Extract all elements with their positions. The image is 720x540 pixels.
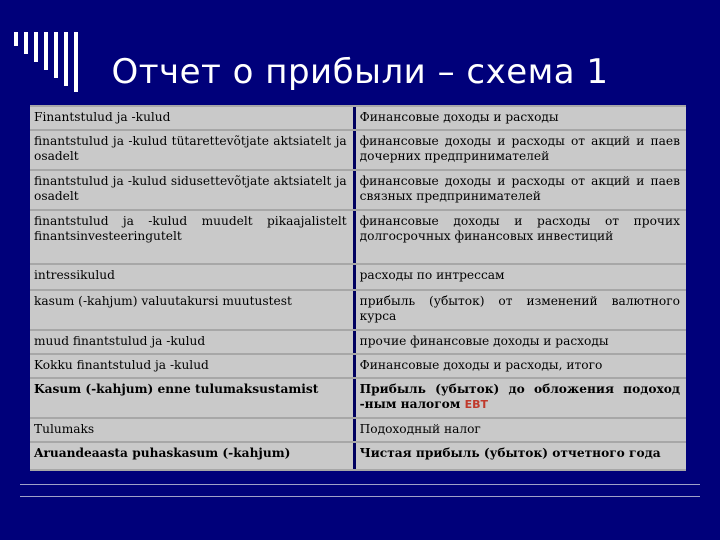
- russian-cell: финансовые доходы и расходы от акций и паев дочерних предпринимателей: [356, 131, 686, 169]
- slide-title: Отчет о прибыли – схема 1: [111, 52, 609, 92]
- table-row: [30, 131, 686, 169]
- russian-cell: Чистая прибыль (убыток) отчетного года: [356, 443, 686, 469]
- bottom-divider: [20, 496, 700, 497]
- russian-cell: [356, 379, 686, 417]
- table-row: [30, 171, 686, 209]
- table-row: [30, 443, 686, 469]
- russian-cell: Финансовые доходы и расходы, итого: [356, 355, 686, 377]
- estonian-cell: Kasum (-kahjum) enne tulumaksustamist: [30, 379, 356, 417]
- estonian-cell: kasum (-kahjum) valuutakursi muutustest: [30, 291, 356, 329]
- estonian-cell: Tulumaks: [30, 419, 356, 441]
- estonian-cell: Finantstulud ja -kulud: [30, 107, 356, 129]
- table-row: [30, 379, 686, 417]
- russian-cell: финансовые доходы и расходы от прочих долгосрочных финансовых инвестиций: [356, 211, 686, 263]
- estonian-cell: Kokku finantstulud ja -kulud: [30, 355, 356, 377]
- russian-cell: Подоходный налог: [356, 419, 686, 441]
- decor-bar: [24, 32, 28, 54]
- table-row: [30, 355, 686, 377]
- russian-cell: расходы по интрессам: [356, 265, 686, 289]
- decor-bar: [14, 32, 18, 46]
- estonian-cell: muud finantstulud ja -kulud: [30, 331, 356, 353]
- income-statement-table: [30, 105, 686, 471]
- bottom-divider: [20, 484, 700, 485]
- estonian-cell: finantstulud ja -kulud tütarettevõtjate aktsiatelt ja osadelt: [30, 131, 356, 169]
- estonian-cell: intressikulud: [30, 265, 356, 289]
- russian-cell: прочие финансовые доходы и расходы: [356, 331, 686, 353]
- table-row: [30, 107, 686, 129]
- ebt-badge: EBT: [464, 398, 489, 411]
- estonian-cell: finantstulud ja -kulud sidusettevõtjate aktsiatelt ja osadelt: [30, 171, 356, 209]
- russian-cell-text: Прибыль (убыток) до обложения подоход -ным налогом: [359, 382, 680, 411]
- russian-cell: Финансовые доходы и расходы: [356, 107, 686, 129]
- russian-cell: прибыль (убыток) от изменений валютного курса: [356, 291, 686, 329]
- table-row: [30, 419, 686, 441]
- table-row: [30, 211, 686, 263]
- table-row: [30, 331, 686, 353]
- income-statement-table-wrap: [30, 105, 686, 471]
- table-row: [30, 265, 686, 289]
- estonian-cell: finantstulud ja -kulud muudelt pikaajalistelt finantsinvesteeringutelt: [30, 211, 356, 263]
- estonian-cell: Aruandeaasta puhaskasum (-kahjum): [30, 443, 356, 469]
- russian-cell: финансовые доходы и расходы от акций и паев связных предпринимателей: [356, 171, 686, 209]
- table-row: [30, 291, 686, 329]
